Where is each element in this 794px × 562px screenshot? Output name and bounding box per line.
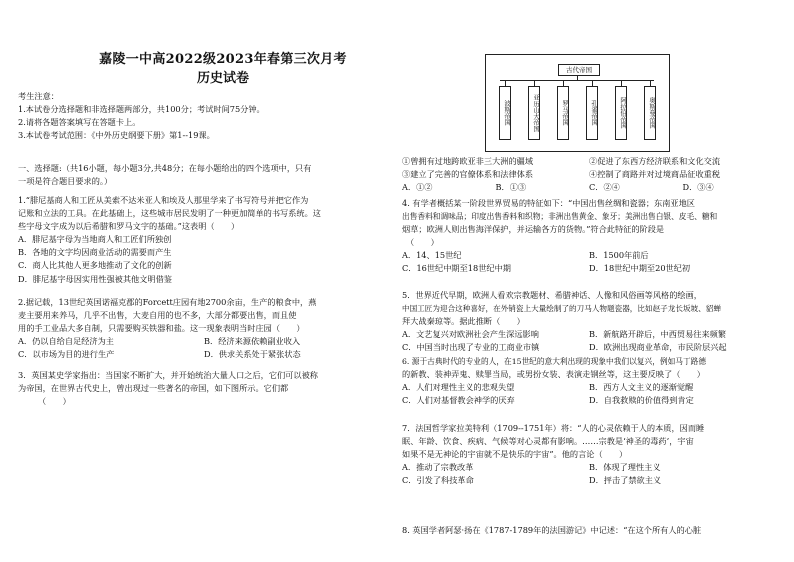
q4-option-b: B．1500年前后 — [589, 250, 649, 261]
q4-line: （ ） — [406, 237, 439, 248]
diagram-node: 阿拉伯帝国 — [615, 86, 627, 140]
question-1 — [18, 194, 390, 286]
q2-option-c: C．以市场为目的进行生产 — [18, 349, 115, 360]
question-6 — [402, 355, 776, 407]
note-item: 1.本试卷分选择题和非选择题两部分，共100分；考试时间75分钟。 — [18, 104, 265, 115]
q6-option-d: D．自我救赎的价值得到肯定 — [589, 395, 694, 406]
diagram-root: 古代帝国 — [558, 64, 600, 76]
question-3 — [18, 369, 390, 408]
question-5 — [402, 289, 776, 354]
diagram-node: 亚历山大帝国 — [528, 86, 540, 140]
q7-line: 7．法国哲学家拉美特利（1709--1751年）将：“人的心灵依赖于人的本质，因而睡 — [402, 423, 705, 433]
q4-line: 出售香料和调味品；印度出售香料和织物；非洲出售黄金、象牙；美洲出售白银、皮毛、糖和 — [402, 212, 718, 222]
notes-heading: 考生注意： — [18, 91, 59, 101]
empire-diagram — [485, 54, 670, 152]
q6-option-c: C．人们对基督教会神学的厌弃 — [402, 395, 515, 406]
q3-line: 3．英国某史学家指出：当国家不断扩大，并开始统治大量人口之后，它们可以被称 — [18, 370, 318, 380]
q8-line: 8. 英国学者阿瑟·扬在《1787-1789年的法国游记》中记述：“在这个所有人的心脏 — [402, 525, 702, 535]
q4-option-d: D．18世纪中期至20世纪初 — [589, 263, 691, 274]
q4-option-a: A．14、15世纪 — [402, 250, 462, 261]
q5-line: 中国工匠为迎合这种喜好，在外销瓷上大量绘制了的刀马人物题瓷器，比如赵子龙长坂坡、貂蝉 — [402, 304, 721, 314]
q3-line: （ ） — [38, 396, 71, 407]
diagram-node: 奥斯曼帝国 — [644, 86, 656, 140]
note-item: 2.请将各题答案填写在答题卡上。 — [18, 117, 141, 128]
q2-option-d: D．供求关系处于紧张状态 — [204, 349, 301, 360]
section-line: 一项是符合题目要求的。） — [18, 176, 113, 187]
q6-line: 6. 源于古典时代的专业的人，在15世纪的意大利出现的现象中我们以复兴，例如马丁路德 — [402, 357, 707, 366]
q4-option-c: C．16世纪中期至18世纪中期 — [402, 263, 511, 274]
question-2 — [18, 296, 390, 361]
q3-statement: ③建立了完善的官僚体系和法律体系 — [402, 169, 534, 180]
q7-line: 如果不是无神论的宇宙就不是快乐的宇宙”。他的言论（ ） — [402, 449, 628, 460]
q6-line: 的新教、装神弄鬼、赎罪当局，或男扮女装、表演走钢丝等，这主要反映了（ ） — [402, 369, 705, 380]
q7-option-d: D．抨击了禁欲主义 — [589, 475, 662, 486]
q2-line: 用的手工业品大多自制，只需要购买铁器和盐。这一现象表明当时庄园（ ） — [18, 323, 305, 334]
q5-line: 5．世界近代早期，欧洲人看欢宗教题材、希腊神话、人像和风俗画等风格的绘画， — [402, 290, 702, 300]
question-8 — [402, 524, 776, 537]
q3-statement: ①曾拥有过地跨欧亚非三大洲的疆域 — [402, 156, 534, 166]
q2-line: 2.据记载，13世纪英国诺福克郡的Forcett庄园有地2700余亩，生产的粮食中，燕 — [18, 297, 317, 307]
q3-option-c: C．②④ — [589, 182, 620, 193]
q5-option-d: D．欧洲出现商业革命，市民阶层兴起 — [589, 342, 727, 353]
q3-option-b: B．①③ — [495, 182, 527, 193]
exam-title: 嘉陵一中高2022级2023年春第三次月考 — [99, 52, 347, 67]
q4-line: 烟草；欧洲人则出售海洋保护，并运输各方的货物。”符合此特征的阶段是 — [402, 224, 665, 235]
q1-option-a: A．腓尼基字母为当地商人和工匠们所独创 — [18, 234, 172, 245]
exam-subject: 历史试卷 — [196, 71, 249, 86]
question-7 — [402, 422, 776, 487]
section-heading — [18, 162, 390, 188]
diagram-node: 波斯帝国 — [499, 86, 511, 140]
q6-option-a: A．人们对理性主义的悲观失望 — [402, 382, 515, 393]
q7-option-a: A．推动了宗教改革 — [402, 462, 474, 473]
q7-line: 眠、年龄、饮食、疾病、气候等对心灵都有影响。……宗教是‘神圣的毒药’，宇宙 — [402, 436, 694, 447]
notes-block — [18, 90, 390, 142]
q4-line: 4. 有学者概括某一阶段世界贸易的特征如下：“中国出售丝绸和瓷器；东南亚地区 — [402, 198, 695, 208]
q3-line: 为帝国，在世界古代史上，曾出现过一些著名的帝国，如下图所示。它们都 — [18, 383, 289, 394]
q1-option-d: D．腓尼基字母因实用性强被其他文明借鉴 — [18, 273, 172, 284]
diagram-node: 孔雀帝国 — [586, 86, 598, 140]
q3-option-a: A．①② — [402, 182, 433, 193]
q5-option-b: B．新航路开辟后，中西贸易往来频繁 — [589, 329, 727, 340]
q1-line: 记账和立法的工具。在此基础上，这些城市居民发明了一种更加简单的书写系统。这 — [18, 208, 321, 219]
q3-statement: ②促进了东西方经济联系和文化交流 — [589, 156, 721, 166]
q2-option-b: B．经济来源依赖副业收入 — [204, 336, 301, 347]
q5-line: 拜大战秦琼等。据此推断（ ） — [402, 316, 525, 327]
q1-line: 1.“腓尼基商人和工匠从美索不达米亚人和埃及人那里学来了书写符号并把它作为 — [18, 195, 309, 205]
diagram-node: 罗马帝国 — [557, 86, 569, 140]
q2-line: 麦主要用来养马，几乎不出售，大麦自用的也不多，大部分都要出售，而且使 — [18, 310, 297, 321]
q5-option-c: C．中国当时出现了专业的工商业市镇 — [402, 342, 540, 353]
question-4 — [402, 197, 776, 276]
note-item: 3.本试卷考试范围：《中外历史纲要下册》第1--19课。 — [18, 130, 215, 141]
q6-option-b: B．西方人文主义的逐渐觉醒 — [589, 382, 694, 393]
q7-option-c: C．引发了科技革命 — [402, 475, 474, 486]
q1-option-c: C．商人比其他人更多地推动了文化的创新 — [18, 260, 172, 271]
q2-option-a: A．仍以自给自足经济为主 — [18, 336, 114, 347]
q3-statements — [402, 155, 776, 194]
q3-statement: ④控制了商路并对过境商品征收重税 — [589, 169, 721, 180]
q1-line: 些字母文字成为以后希腊和罗马文字的基础。”这表明（ ） — [18, 221, 240, 232]
section-line: 一、选择题:（共16小题，每小题3分,共48分；在每小题给出的四个选项中，只有 — [18, 163, 312, 173]
q7-option-b: B．体现了理性主义 — [589, 462, 661, 473]
q1-option-b: B．各地的文字均因商业活动的需要而产生 — [18, 247, 172, 258]
q3-option-d: D．③④ — [682, 182, 714, 193]
q5-option-a: A．文艺复兴对欧洲社会产生深远影响 — [402, 329, 539, 340]
